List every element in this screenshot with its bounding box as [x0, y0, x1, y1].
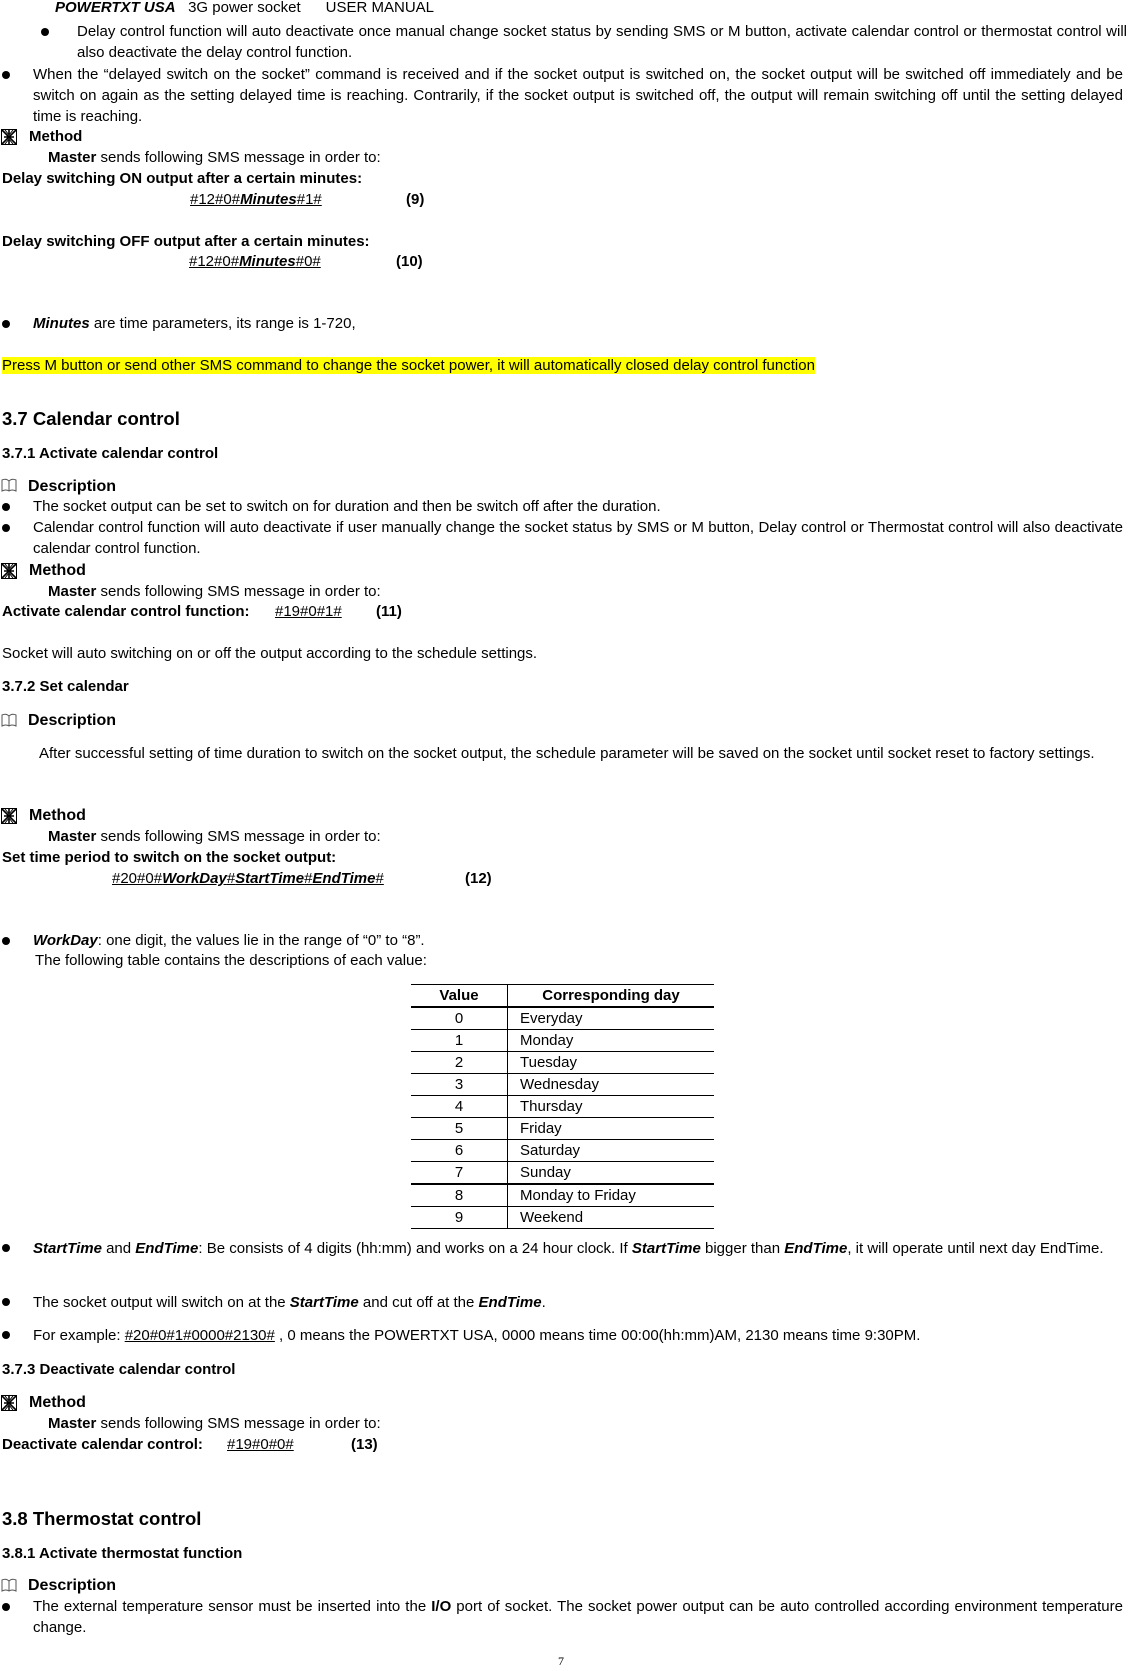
description-heading: Description [28, 712, 117, 729]
method-heading: Method [29, 128, 83, 145]
book-icon [1, 1577, 17, 1593]
code-part: WorkDay [162, 870, 227, 887]
day-cell: Monday [508, 1030, 715, 1052]
text: and cut off at the [358, 1294, 479, 1311]
text: and [101, 1240, 136, 1257]
product-name: 3G power socket [188, 0, 301, 16]
code-part: #12#0# [190, 191, 241, 208]
activate-calendar-label: Activate calendar control function: [2, 603, 250, 620]
delay-off-code [189, 251, 321, 272]
code-part: StartTime [235, 870, 305, 887]
master-term: Master [48, 149, 97, 166]
text: The socket output will switch on at the [33, 1294, 290, 1311]
master-term: Master [48, 1415, 97, 1432]
day-cell: Monday to Friday [508, 1184, 715, 1207]
workday-bullet [33, 930, 425, 951]
term: StartTime [631, 1240, 701, 1257]
code-part: # [304, 870, 313, 887]
delay-off-label: Delay switching OFF output after a certain minutes: [2, 233, 370, 250]
workday-table [411, 984, 714, 1229]
value-cell: 2 [411, 1052, 508, 1074]
thermostat-sensor-bullet [33, 1596, 1123, 1638]
table-row [411, 1207, 714, 1229]
value-cell: 7 [411, 1162, 508, 1185]
deactivate-calendar-code: #19#0#0# [227, 1436, 294, 1453]
table-row [411, 1030, 714, 1052]
code-part: #0# [295, 253, 321, 270]
column-header: Value [411, 985, 508, 1008]
day-cell: Friday [508, 1118, 715, 1140]
minutes-bullet [33, 313, 356, 334]
method-icon [1, 808, 17, 824]
day-cell: Sunday [508, 1162, 715, 1185]
day-cell: Everyday [508, 1007, 715, 1030]
set-calendar-description: After successful setting of time duration to switch on the socket output, the schedule parameter will be saved on the socket until socket reset to factory settings. [39, 745, 1095, 762]
day-cell: Saturday [508, 1140, 715, 1162]
page-number: 7 [558, 1654, 564, 1668]
master-term: Master [48, 583, 97, 600]
table-row [411, 1140, 714, 1162]
bullet-icon [2, 937, 10, 945]
master-sends-text [48, 826, 381, 847]
auto-switch-text: Socket will auto switching on or off the output according to the schedule settings. [2, 645, 538, 662]
set-calendar-code [112, 868, 384, 889]
deactivate-calendar-label: Deactivate calendar control: [2, 1436, 203, 1453]
code-part: #1# [296, 191, 322, 208]
text: port of socket. The socket power output can be auto controlled according environment temperature change. [33, 1598, 1123, 1636]
brand-name: POWERTXT USA [55, 0, 176, 16]
subsection-activate-calendar: 3.7.1 Activate calendar control [2, 445, 219, 462]
switch-on-bullet [33, 1292, 546, 1313]
term: EndTime [478, 1294, 542, 1311]
table-row [411, 1162, 714, 1185]
text: : Be consists of 4 digits (hh:mm) and works on a 24 hour clock. If [198, 1240, 632, 1257]
equation-number: (10) [396, 253, 423, 270]
term: StartTime [33, 1240, 102, 1257]
table-row [411, 1096, 714, 1118]
bullet-icon [2, 71, 10, 79]
text: , 0 means the POWERTXT USA, 0000 means time 00:00(hh:mm)AM, 2130 means time 9:30PM. [274, 1327, 921, 1344]
value-cell: 9 [411, 1207, 508, 1229]
code-part: # [226, 870, 236, 887]
method-heading: Method [29, 562, 86, 579]
master-term: Master [48, 828, 97, 845]
value-cell: 8 [411, 1184, 508, 1207]
method-heading: Method [29, 807, 86, 824]
term: StartTime [289, 1294, 359, 1311]
minutes-term: Minutes [33, 315, 90, 332]
term: EndTime [784, 1240, 848, 1257]
value-cell: 6 [411, 1140, 508, 1162]
method-heading: Method [29, 1394, 86, 1411]
description-heading: Description [28, 478, 117, 495]
equation-number: (12) [465, 870, 492, 887]
io-term: I/O [431, 1598, 452, 1615]
equation-number: (9) [406, 191, 425, 208]
bullet-delay-deactivate: Delay control function will auto deactivate once manual change socket status by sending SMS or M button, activate calendar control or thermostat control will also deactivate the delay control function. [77, 23, 1127, 61]
day-cell: Weekend [508, 1207, 715, 1229]
sends-text: sends following SMS message in order to: [96, 149, 381, 166]
bullet-icon [2, 1244, 10, 1252]
equation-number: (13) [351, 1436, 378, 1453]
code-part: # [375, 870, 384, 887]
equation-number: (11) [376, 603, 402, 620]
master-sends-text [48, 1413, 381, 1434]
bullet-icon [2, 503, 10, 511]
doc-type: USER MANUAL [325, 0, 435, 16]
term: EndTime [135, 1240, 199, 1257]
set-time-label: Set time period to switch on the socket output: [2, 849, 337, 866]
value-cell: 0 [411, 1007, 508, 1030]
text: . [541, 1294, 546, 1311]
description-heading: Description [28, 1577, 117, 1594]
table-row [411, 1074, 714, 1096]
column-header: Corresponding day [508, 985, 715, 1008]
subsection-set-calendar: 3.7.2 Set calendar [2, 678, 129, 695]
book-icon [1, 477, 17, 493]
bullet-calendar-deactivate: Calendar control function will auto deactivate if user manually change the socket status by SMS or M button, Delay control or Thermostat control will also deactivate calendar control function. [33, 519, 1123, 557]
sends-text: sends following SMS message in order to: [96, 583, 381, 600]
bullet-icon [2, 1298, 10, 1306]
method-icon [1, 129, 17, 145]
bullet-icon [2, 320, 10, 328]
highlight-note [2, 355, 815, 376]
master-sends-text [48, 147, 381, 168]
code-part: Minutes [239, 253, 296, 270]
text: bigger than [700, 1240, 785, 1257]
table-row [411, 1118, 714, 1140]
activate-calendar-code: #19#0#1# [275, 603, 342, 620]
workday-term: WorkDay [33, 932, 98, 949]
subsection-deactivate-calendar: 3.7.3 Deactivate calendar control [2, 1361, 236, 1378]
bullet-icon [2, 1603, 10, 1611]
section-title-calendar: 3.7 Calendar control [2, 408, 180, 429]
starttime-bullet [33, 1238, 1123, 1259]
method-icon [1, 1395, 17, 1411]
delay-on-label: Delay switching ON output after a certain minutes: [2, 170, 363, 187]
example-bullet [33, 1325, 920, 1346]
bullet-icon [2, 1331, 10, 1339]
bullet-duration: The socket output can be set to switch on for duration and then be switch off after the duration. [33, 498, 661, 515]
bullet-delayed-switch: When the “delayed switch on the socket” command is received and if the socket output is switched on, the socket output will be switched off immediately and be switch on again as the setting delayed time is reaching. Contrarily, if the socket output is switched off, the output will remain switching off until the setting delayed time is reaching. [33, 66, 1123, 125]
text: The external temperature sensor must be inserted into the [33, 1598, 432, 1615]
method-icon [1, 563, 17, 579]
bullet-icon [2, 524, 10, 532]
table-row [411, 1007, 714, 1030]
day-cell: Thursday [508, 1096, 715, 1118]
sends-text: sends following SMS message in order to: [96, 828, 381, 845]
book-icon [1, 712, 17, 728]
text: For example: [33, 1327, 125, 1344]
code-part: #12#0# [189, 253, 240, 270]
sends-text: sends following SMS message in order to: [96, 1415, 381, 1432]
delay-on-code [190, 189, 322, 210]
day-cell: Wednesday [508, 1074, 715, 1096]
code-part: EndTime [312, 870, 376, 887]
value-cell: 1 [411, 1030, 508, 1052]
bullet-icon [41, 28, 49, 36]
example-code: #20#0#1#0000#2130# [124, 1327, 275, 1344]
value-cell: 3 [411, 1074, 508, 1096]
value-cell: 4 [411, 1096, 508, 1118]
table-row [411, 1184, 714, 1207]
section-title-thermostat: 3.8 Thermostat control [2, 1508, 202, 1529]
table-intro: The following table contains the descriptions of each value: [35, 952, 427, 969]
code-part: Minutes [240, 191, 297, 208]
subsection-activate-thermostat: 3.8.1 Activate thermostat function [2, 1545, 243, 1562]
workday-text: : one digit, the values lie in the range of “0” to “8”. [97, 932, 425, 949]
text: , it will operate until next day EndTime. [847, 1240, 1104, 1257]
minutes-text: are time parameters, its range is 1-720, [89, 315, 356, 332]
day-cell: Tuesday [508, 1052, 715, 1074]
value-cell: 5 [411, 1118, 508, 1140]
page-header [55, 0, 434, 18]
code-part: #20#0# [112, 870, 163, 887]
master-sends-text [48, 581, 381, 602]
highlight-text: Press M button or send other SMS command to change the socket power, it will automatically closed delay control function [2, 357, 815, 374]
table-row [411, 1052, 714, 1074]
